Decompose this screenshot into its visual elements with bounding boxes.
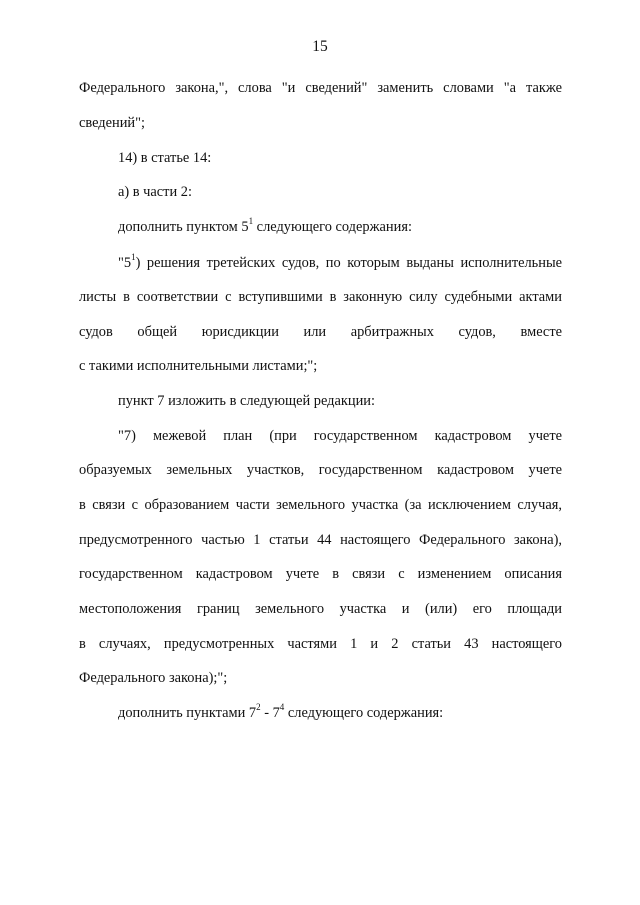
- text-line: пункт 7 изложить в следующей редакции:: [118, 393, 375, 409]
- text-line: сведений";: [79, 115, 145, 131]
- text-line: [118, 217, 562, 237]
- text-segment: "5: [118, 255, 132, 271]
- text-line: Федерального закона,", слова "и сведений" заменить словами "а также: [79, 80, 562, 96]
- text-line: в связи с образованием части земельного участка (за исключением случая,: [79, 497, 562, 513]
- text-line: в случаях, предусмотренных частями 1 и 2 статьи 43 настоящего: [79, 636, 562, 652]
- text-segment: дополнить пунктом 5: [118, 219, 249, 235]
- text-segment: - 7: [260, 705, 280, 721]
- page-number: 15: [312, 38, 328, 55]
- superscript: 1: [131, 252, 136, 262]
- superscript: 1: [248, 216, 254, 226]
- text-line: [118, 703, 562, 723]
- list-item-heading: 14) в статье 14:: [118, 150, 212, 166]
- text-line: государственном кадастровом учете в связи с изменением описания: [79, 566, 562, 582]
- text-line: образуемых земельных участков, государственном кадастровом учете: [79, 462, 562, 478]
- text-segment: дополнить пунктами 7: [118, 705, 257, 721]
- text-line: Федерального закона);";: [79, 670, 228, 686]
- list-subitem: а) в части 2:: [118, 184, 192, 200]
- text-line: судов общей юрисдикции или арбитражных судов, вместе: [79, 324, 562, 340]
- text-line: местоположения границ земельного участка и (или) его площади: [79, 601, 562, 617]
- text-line: предусмотренного частью 1 статьи 44 настоящего Федерального закона),: [79, 532, 562, 548]
- superscript: 4: [279, 702, 285, 712]
- text-line: листы в соответствии с вступившими в законную силу судебными актами: [79, 289, 562, 305]
- superscript: 2: [256, 702, 261, 712]
- text-line: [118, 253, 562, 273]
- text-segment: следующего содержания:: [253, 219, 412, 235]
- text-segment: следующего содержания:: [284, 705, 444, 721]
- text-segment: ) решения третейских судов, по которым выданы исполнительные: [135, 255, 562, 271]
- text-line: "7) межевой план (при государственном кадастровом учете: [118, 428, 562, 444]
- text-line: с такими исполнительными листами;";: [79, 358, 318, 374]
